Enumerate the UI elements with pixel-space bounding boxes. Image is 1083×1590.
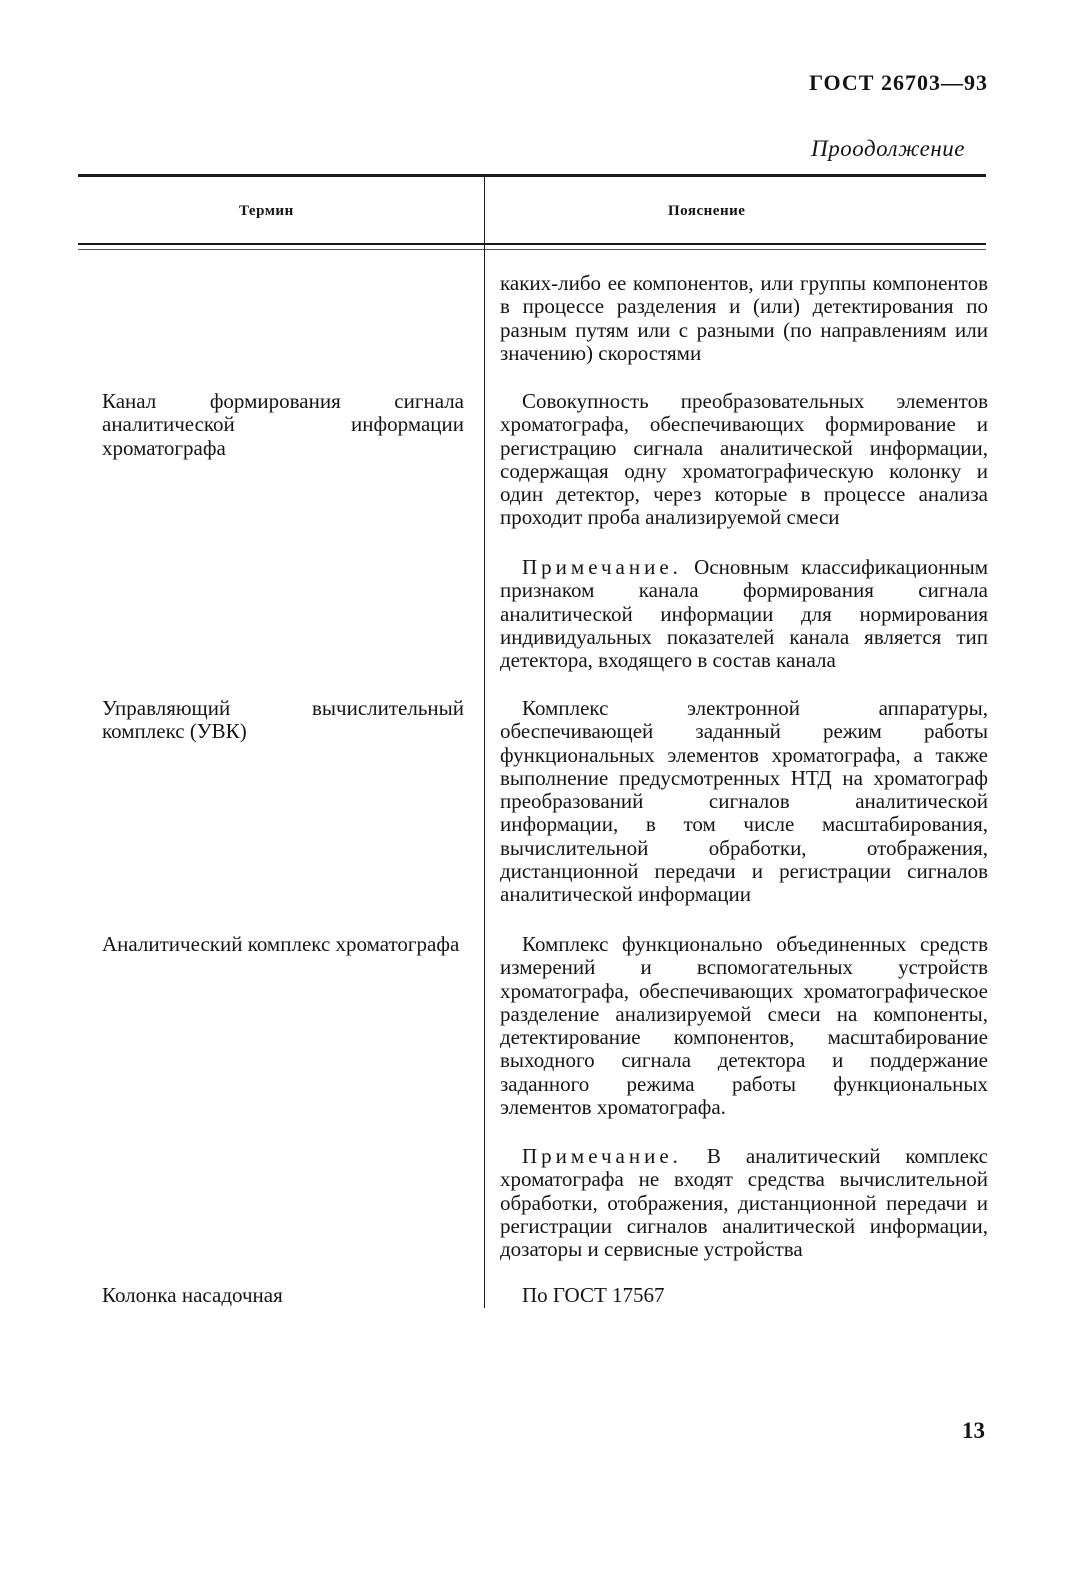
explanation-cell: Совокупность преобразовательных элементов хроматографа, обеспечивающих формирование и регистрацию сигнала аналитической информации, содержащая одну хроматографическую колонку и один детектор, через которые в процессе анализа проходит проба анализируемой смеси — [500, 389, 988, 530]
term-cell: Аналитический комплекс хроматографа — [102, 932, 460, 956]
table-header-rule-secondary — [78, 249, 986, 250]
table-header-rule — [78, 243, 986, 245]
continuation-label: Проодолжение — [811, 136, 965, 161]
page-number: 13 — [962, 1418, 985, 1443]
document-code: ГОСТ 26703—93 — [809, 70, 988, 95]
note-text: В аналитический комплекс хроматографа не входят средства вычислительной обработки, отображения, дистанционной передачи и регистрации сигналов аналитической информации, дозаторы и сервисные устройства — [500, 1144, 988, 1262]
table-column-header-explanation: Пояснение — [668, 203, 746, 219]
term-cell: Колонка насадочная — [102, 1283, 283, 1307]
explanation-cell: По ГОСТ 17567 — [522, 1283, 665, 1307]
term-cell: Канал формирования сигнала аналитической информации хроматографа — [102, 389, 464, 460]
note-label: Примечание. — [522, 555, 682, 579]
table-column-header-term: Термин — [239, 203, 294, 219]
explanation-cell: Комплекс функционально объединенных средств измерений и вспомогательных устройств хроматографа, обеспечивающих хроматографическое разделение анализируемой смеси на компоненты, детектирование компонентов, масштабирование выходного сигнала детектора и поддержание заданного режима работы функциональных элементов хроматографа. — [500, 932, 988, 1120]
note-cell — [500, 556, 988, 672]
table-column-divider — [484, 176, 485, 1308]
note-text: Основным классификационным признаком канала формирования сигнала аналитической информации для нормирования индивидуальных показателей канала является тип детектора, входящего в состав канала — [500, 555, 988, 673]
term-cell: Управляющий вычислительный комплекс (УВК) — [102, 696, 464, 744]
explanation-cell: каких-либо ее компонентов, или группы компонентов в процессе разделения и (или) детектирования по разным путям или с разными (по направлениям или значению) скоростями — [500, 271, 988, 365]
explanation-cell: Комплекс электронной аппаратуры, обеспечивающей заданный режим работы функциональных элементов хроматографа, а также выполнение предусмотренных НТД на хроматограф преобразований сигналов аналитической информации, в том числе масштабирования, вычислительной обработки, отображения, дистанционной передачи и регистрации сигналов аналитической информации — [500, 696, 988, 907]
note-label: Примечание. — [522, 1144, 682, 1168]
table-top-rule — [78, 174, 986, 177]
note-cell — [500, 1145, 988, 1261]
